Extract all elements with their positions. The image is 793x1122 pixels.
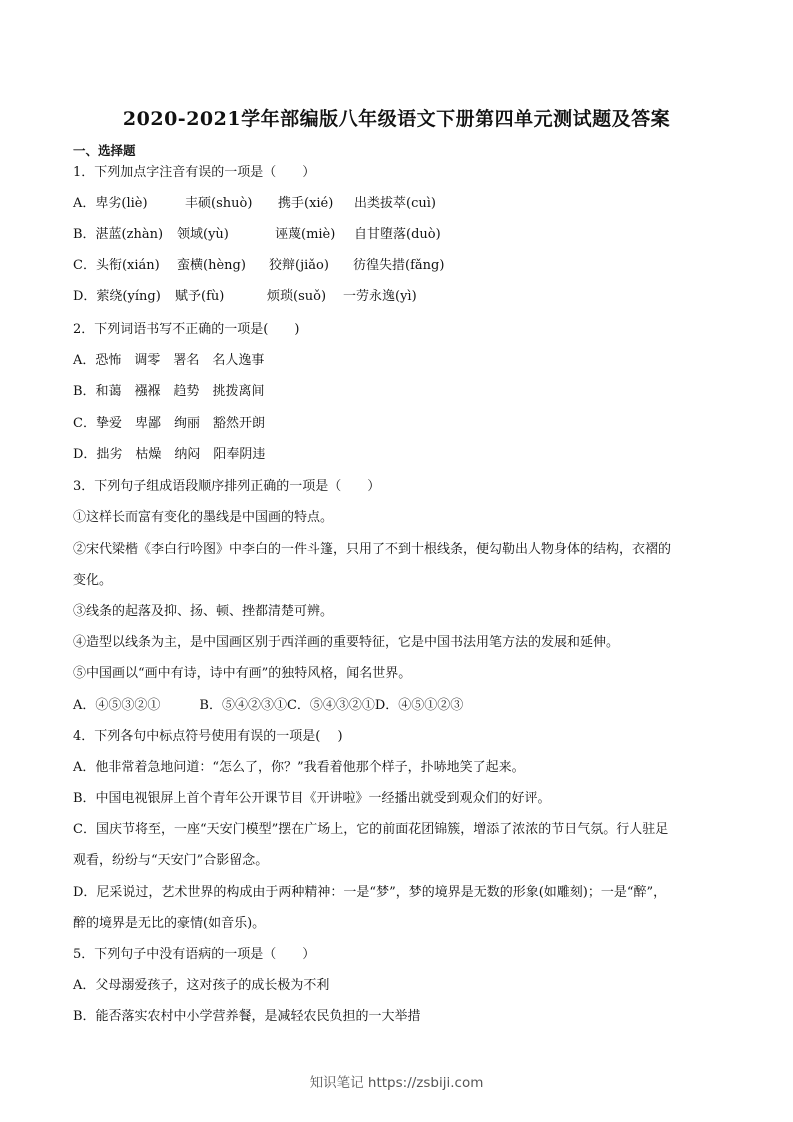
option-item: 蛮横(hèng) (177, 258, 246, 273)
page-title: 2020-2021学年部编版八年级语文下册第四单元测试题及答案 (122, 108, 671, 130)
question-5-stem: 5．下列句子中没有语病的一项是（ ） (73, 947, 316, 962)
option-item: C．头衔(xián) (73, 258, 160, 273)
question-3-sentence-2: ②宋代梁楷《李白行吟图》中李白的一件斗篷，只用了不到十根线条，便勾勒出人物身体的结构，衣褶的 (73, 542, 672, 557)
option-item: 狡辩(jiǎo) (269, 258, 329, 273)
question-4-option-d-cont: 醉的境界是无比的豪情(如音乐)。 (73, 916, 266, 931)
option-item: B．湛蓝(zhàn) (73, 227, 164, 242)
question-2-option-d: D．拙劣 枯燥 纳闷 阳奉阴违 (73, 447, 266, 462)
question-3-sentence-5: ⑤中国画以“画中有诗，诗中有画”的独特风格，闻名世界。 (73, 666, 412, 681)
option-item: 彷徨失措(fǎng) (353, 258, 445, 273)
option-item: 领域(yù) (177, 227, 229, 242)
option-item: 丰硕(shuò) (185, 196, 253, 211)
question-4-option-d: D．尼采说过，艺术世界的构成由于两种精神：一是“梦”，梦的境界是无数的形象(如雕刻)；一是“醉”， (73, 885, 667, 900)
option-item: 诬蔑(miè) (275, 227, 336, 242)
question-2-option-c: C．挚爱 卑鄙 绚丽 豁然开朗 (73, 416, 265, 431)
question-3-sentence-2-cont: 变化。 (73, 573, 113, 588)
option-item: 出类拔萃(cuì) (354, 196, 436, 211)
option-item: D．萦绕(yíng) (73, 289, 161, 304)
option-item: 自甘堕落(duò) (354, 227, 441, 242)
question-3-stem: 3．下列句子组成语段顺序排列正确的一项是（ ） (73, 479, 381, 494)
question-2-stem: 2．下列词语书写不正确的一项是( ) (73, 322, 300, 337)
question-1-stem: 1．下列加点字注音有误的一项是（ ） (73, 165, 316, 180)
question-1-option-a (73, 195, 436, 213)
option-item: A．卑劣(liè) (73, 196, 148, 211)
question-4-stem: 4．下列各句中标点符号使用有误的一项是( ) (73, 729, 343, 744)
question-3-sentence-3: ③线条的起落及抑、扬、顿、挫都清楚可辨。 (73, 604, 334, 619)
question-2-option-b: B．和蔼 襁褓 趋势 挑拨离间 (73, 384, 265, 399)
question-3-options: A．④⑤③②① B．⑤④②③①C．⑤④③②①D．④⑤①②③ (73, 698, 464, 713)
question-4-option-c-cont: 观看，纷纷与“天安门”合影留念。 (73, 853, 269, 868)
question-1-option-d (73, 288, 417, 306)
question-4-option-a: A．他非常着急地问道：“怎么了，你？”我看着他那个样子，扑哧地笑了起来。 (73, 760, 525, 775)
option-item: 烦琐(suǒ) (267, 289, 327, 304)
question-4-option-b: B．中国电视银屏上首个青年公开课节目《开讲啦》一经播出就受到观众们的好评。 (73, 791, 551, 806)
question-5-option-a: A．父母溺爱孩子，这对孩子的成长极为不利 (73, 978, 330, 993)
question-3-sentence-4: ④造型以线条为主，是中国画区别于西洋画的重要特征，它是中国书法用笔方法的发展和延伸。 (73, 635, 620, 650)
option-item: 一劳永逸(yì) (343, 289, 417, 304)
question-2-option-a: A．恐怖 调零 署名 名人逸事 (73, 353, 265, 368)
question-5-option-b: B．能否落实农村中小学营养餐，是减轻农民负担的一大举措 (73, 1009, 421, 1024)
question-4-option-c: C．国庆节将至，一座“天安门模型”摆在广场上，它的前面花团锦簇，增添了浓浓的节日气氛。行人驻足 (73, 822, 669, 837)
question-3-sentence-1: ①这样长而富有变化的墨线是中国画的特点。 (73, 510, 334, 525)
option-item: 赋予(fù) (175, 289, 225, 304)
section-heading: 一、选择题 (73, 143, 136, 158)
option-item: 携手(xié) (278, 196, 334, 211)
question-1-option-b (73, 226, 441, 244)
question-1-option-c (73, 257, 444, 275)
footer-watermark[interactable]: 知识笔记 https://zsbiji.com (309, 1075, 484, 1091)
